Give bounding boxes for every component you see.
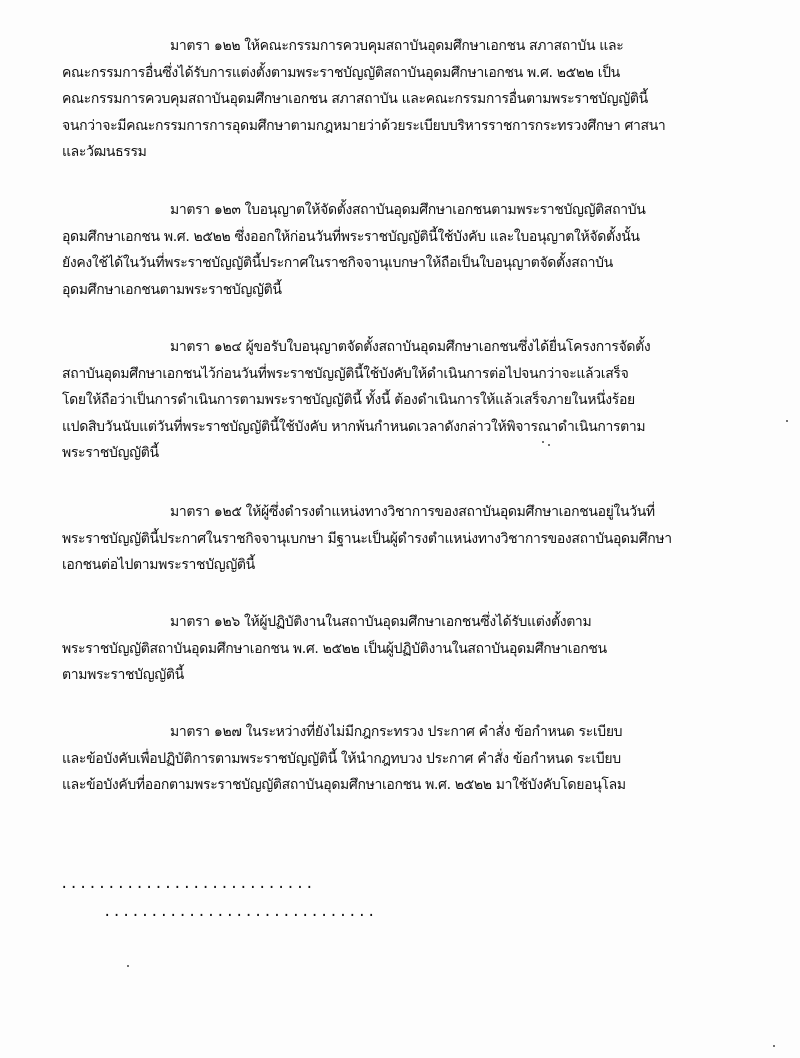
section-line: มาตรา ๑๒๓ ใบอนุญาตให้จัดตั้งสถาบันอุดมศึกษาเอกชนตามพระราชบัญญัติสถาบัน xyxy=(170,202,646,218)
scan-speck xyxy=(786,420,788,422)
section-line: และวัฒนธรรม xyxy=(62,144,147,160)
section-line: ตามพระราชบัญญัตินี้ xyxy=(62,667,184,683)
section-125 xyxy=(62,499,702,579)
section-line: และข้อบังคับที่ออกตามพระราชบัญญัติสถาบันอุดมศึกษาเอกชน พ.ศ. ๒๕๒๒ มาใช้บังคับโดยอนุโลม xyxy=(62,777,626,793)
section-line: อุดมศึกษาเอกชนตามพระราชบัญญัตินี้ xyxy=(62,281,282,298)
section-122 xyxy=(62,33,702,166)
signature-line-1: ........................... xyxy=(60,876,315,892)
section-line: มาตรา ๑๒๗ ในระหว่างที่ยังไม่มีกฎกระทรวง ประกาศ คำสั่ง ข้อกำหนด ระเบียบ xyxy=(170,724,623,740)
section-line: พระราชบัญญัตินี้ xyxy=(62,445,159,461)
section-line: มาตรา ๑๒๒ ให้คณะกรรมการควบคุมสถาบันอุดมศึกษาเอกชน สภาสถาบัน และ xyxy=(170,38,624,54)
section-line: พระราชบัญญัติสถาบันอุดมศึกษาเอกชน พ.ศ. ๒๕๒๒ เป็นผู้ปฏิบัติงานในสถาบันอุดมศึกษาเอกชน xyxy=(62,640,607,657)
section-127 xyxy=(62,719,702,799)
section-126 xyxy=(62,609,702,689)
section-line: คณะกรรมการอื่นซึ่งได้รับการแต่งตั้งตามพระราชบัญญัติสถาบันอุดมศึกษาเอกชน พ.ศ. ๒๕๒๒ เป็น xyxy=(62,64,620,81)
scan-speck xyxy=(127,965,129,967)
signature-line-2: ............................. xyxy=(103,904,377,920)
scan-speck xyxy=(773,1045,775,1047)
scan-speck xyxy=(548,444,550,446)
section-line: พระราชบัญญัตินี้ประกาศในราชกิจจานุเบกษา มีฐานะเป็นผู้ดำรงตำแหน่งทางวิชาการของสถาบันอุดมศึกษา xyxy=(62,530,672,547)
section-line: ยังคงใช้ได้ในวันที่พระราชบัญญัตินี้ประกาศในราชกิจจานุเบกษาให้ถือเป็นใบอนุญาตจัดตั้งสถาบัน xyxy=(62,255,613,271)
section-line: สถาบันอุดมศึกษาเอกชนไว้ก่อนวันที่พระราชบัญญัตินี้ใช้บังคับให้ดำเนินการต่อไปจนกว่าจะแล้วเสร็จ xyxy=(62,365,629,382)
scan-speck xyxy=(542,441,544,443)
section-line: มาตรา ๑๒๖ ให้ผู้ปฏิบัติงานในสถาบันอุดมศึกษาเอกชนซึ่งได้รับแต่งตั้งตาม xyxy=(170,614,592,630)
section-line: อุดมศึกษาเอกชน พ.ศ. ๒๕๒๒ ซึ่งออกให้ก่อนวันที่พระราชบัญญัตินี้ใช้บังคับ และใบอนุญาตให้จัดตั้งนั้น xyxy=(62,228,640,245)
section-line: เอกชนต่อไปตามพระราชบัญญัตินี้ xyxy=(62,557,255,573)
section-124 xyxy=(62,334,702,467)
section-line: แปดสิบวันนับแต่วันที่พระราชบัญญัตินี้ใช้บังคับ หากพ้นกำหนดเวลาดังกล่าวให้พิจารณาดำเนินการตาม xyxy=(62,418,646,435)
section-line: คณะกรรมการควบคุมสถาบันอุดมศึกษาเอกชน สภาสถาบัน และคณะกรรมการอื่นตามพระราชบัญญัตินี้ xyxy=(62,91,648,107)
section-123 xyxy=(62,197,702,303)
section-line: จนกว่าจะมีคณะกรรมการการอุดมศึกษาตามกฎหมายว่าด้วยระเบียบบริหารราชการกระทรวงศึกษา ศาสนา xyxy=(62,117,666,134)
section-line: โดยให้ถือว่าเป็นการดำเนินการตามพระราชบัญญัตินี้ ทั้งนี้ ต้องดำเนินการให้แล้วเสร็จภายในหนึ่งร้อย xyxy=(62,392,635,408)
section-line: และข้อบังคับเพื่อปฏิบัติการตามพระราชบัญญัตินี้ ให้นำกฎทบวง ประกาศ คำสั่ง ข้อกำหนด ระเบียบ xyxy=(62,750,621,767)
section-line: มาตรา ๑๒๔ ผู้ขอรับใบอนุญาตจัดตั้งสถาบันอุดมศึกษาเอกชนซึ่งได้ยื่นโครงการจัดตั้ง xyxy=(170,339,651,355)
section-line: มาตรา ๑๒๕ ให้ผู้ซึ่งดำรงตำแหน่งทางวิชาการของสถาบันอุดมศึกษาเอกชนอยู่ในวันที่ xyxy=(170,504,655,520)
